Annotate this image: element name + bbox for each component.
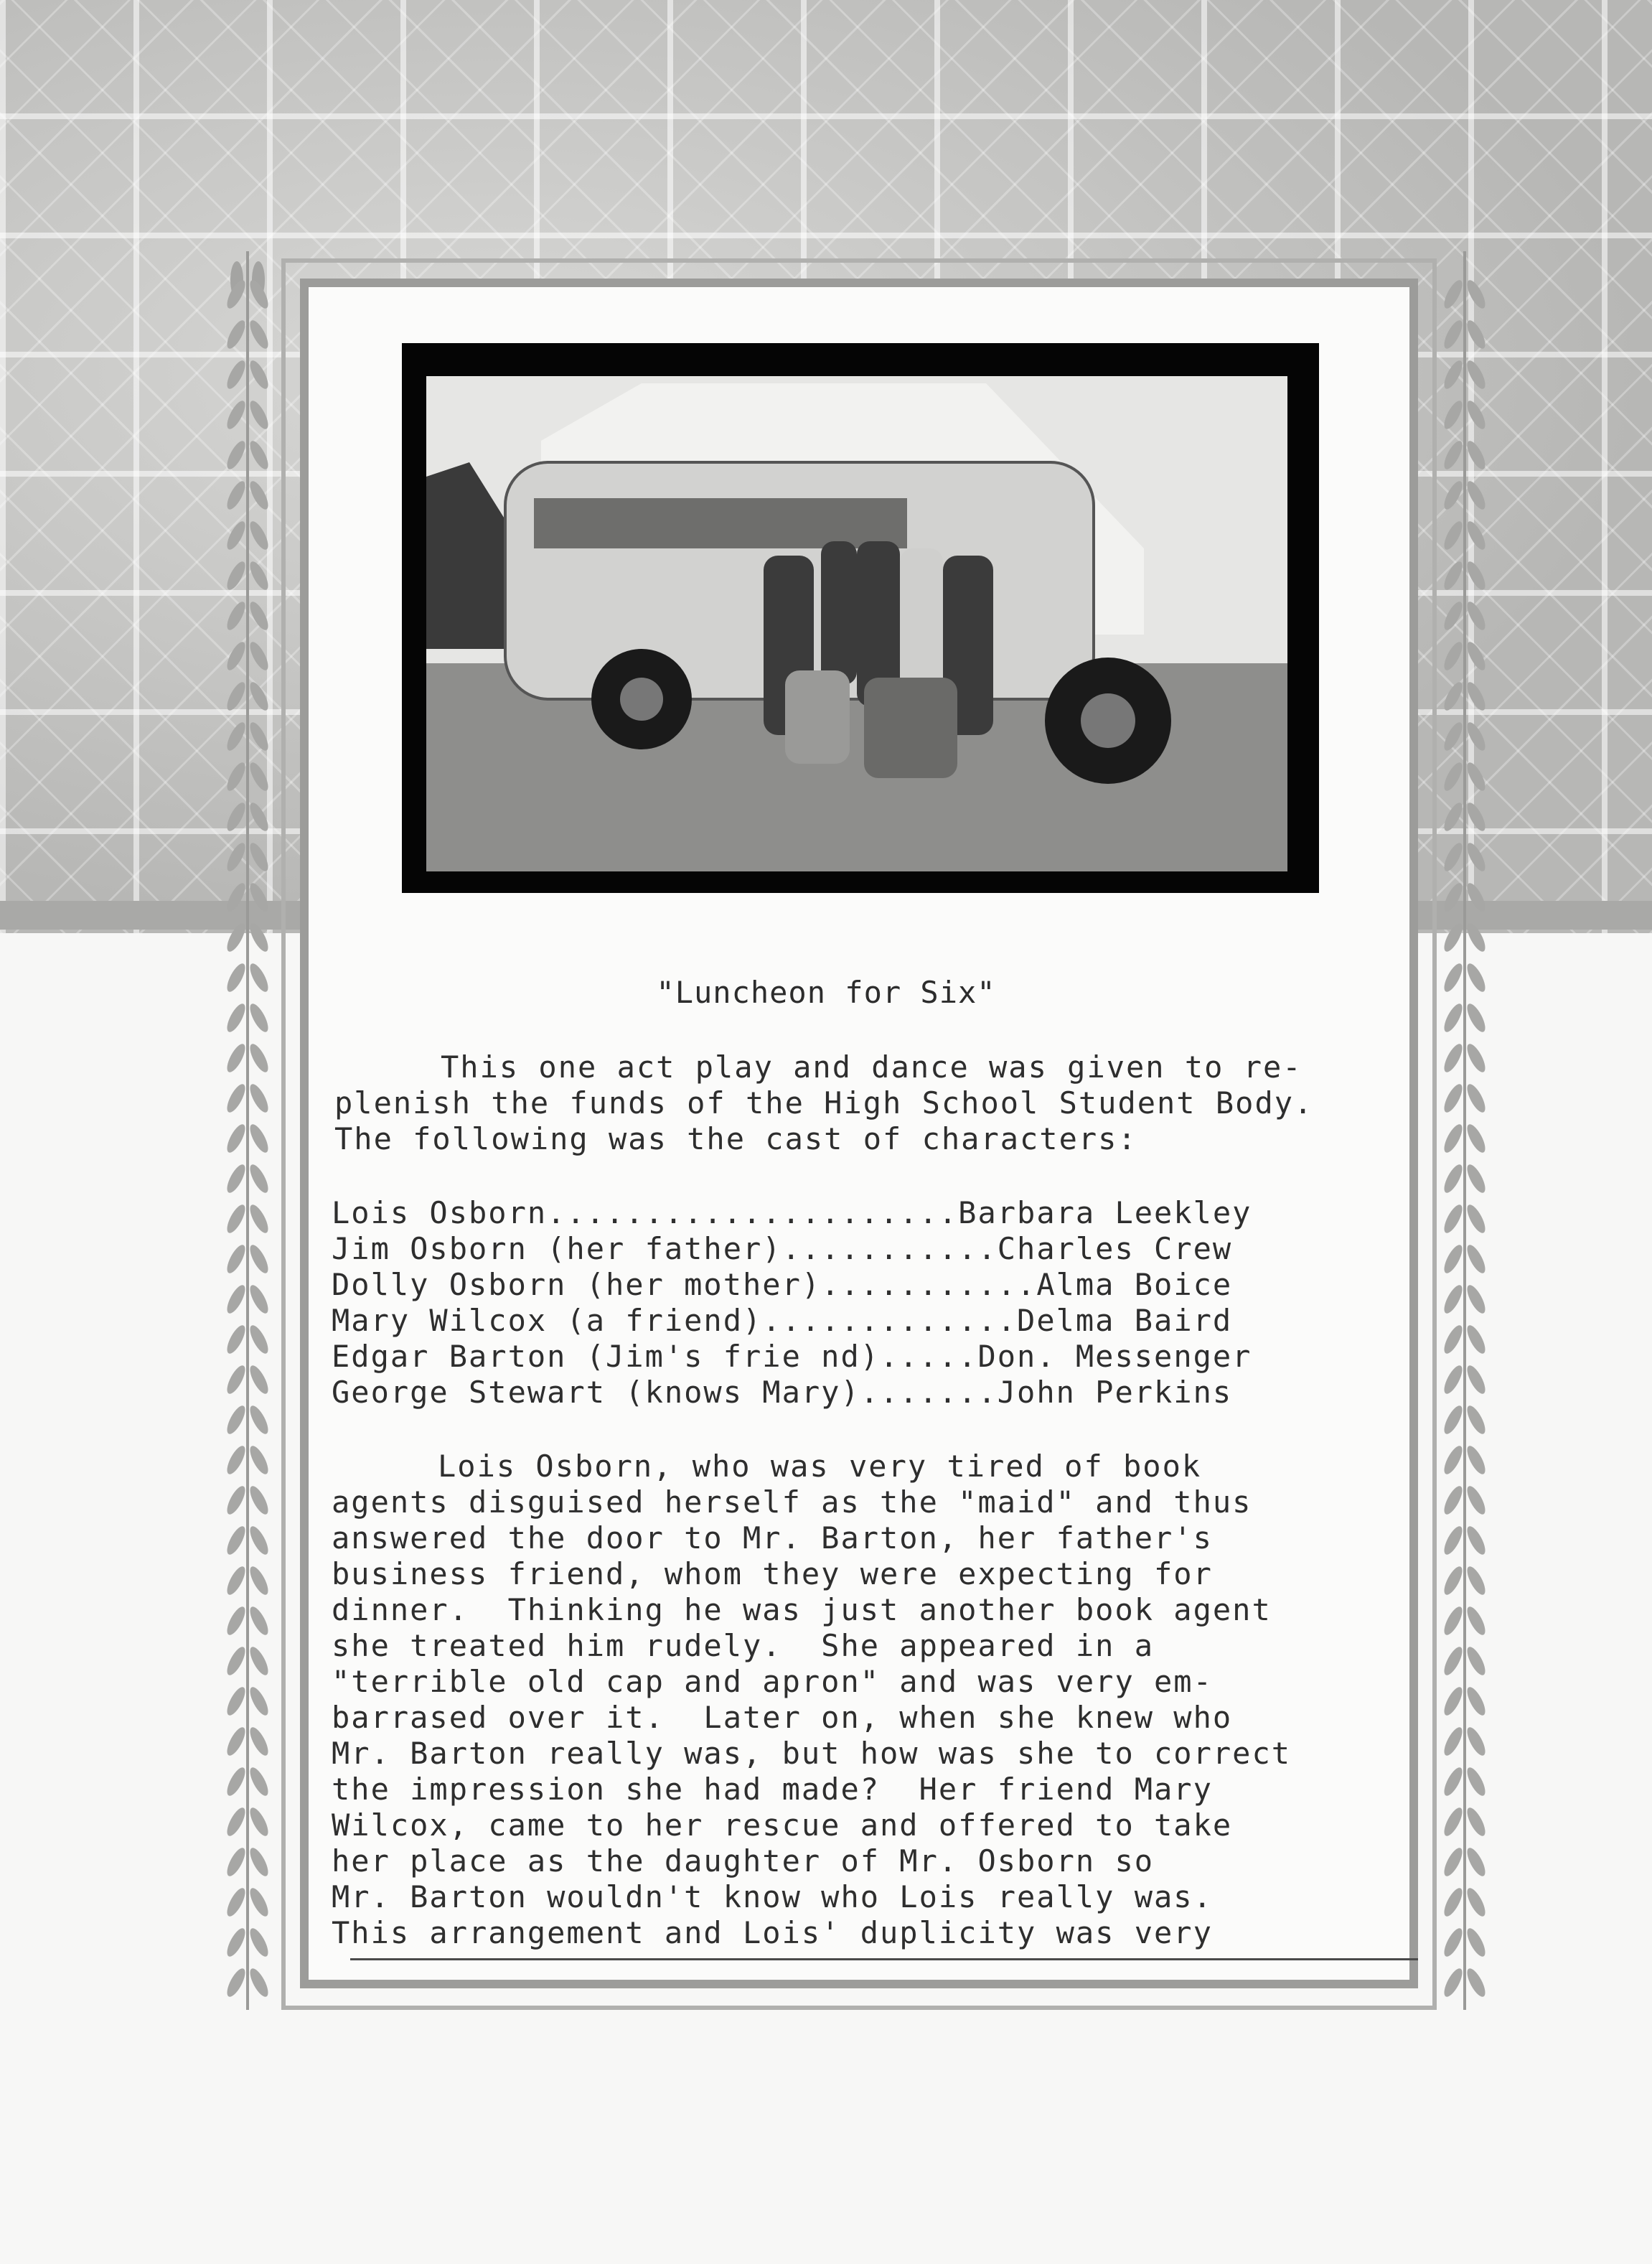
leaf-ornament (224, 1323, 249, 1356)
leaf-ornament (224, 1926, 249, 1959)
leaf-ornament (247, 318, 272, 351)
leaf-ornament (1464, 479, 1489, 512)
leaf-ornament (247, 1886, 272, 1919)
leaf-ornament (224, 599, 249, 632)
cast-role: George Stewart (knows Mary) (332, 1375, 860, 1410)
leaf-ornament (1441, 841, 1466, 874)
leaf-ornament (224, 1484, 249, 1517)
cast-role: Dolly Osborn (her mother) (332, 1267, 822, 1302)
leaf-ornament (1441, 1243, 1466, 1276)
leaf-ornament (1441, 1323, 1466, 1356)
leaf-ornament (1464, 1122, 1489, 1155)
leaf-ornament (1464, 1846, 1489, 1879)
leaf-ornament (224, 841, 249, 874)
synopsis-line: Wilcox, came to her rescue and offered to take (332, 1807, 1233, 1843)
leaf-ornament (1464, 1966, 1489, 1999)
leaf-ornament (1441, 479, 1466, 512)
leaf-ornament (247, 1926, 272, 1959)
leaf-ornament (1464, 278, 1489, 311)
cast-dots: ........... (821, 1267, 1037, 1302)
leaf-ornament (224, 1122, 249, 1155)
leaf-ornament (1441, 599, 1466, 632)
cast-row (332, 1267, 1252, 1303)
leaf-ornament (247, 1685, 272, 1718)
leaf-ornament (1464, 921, 1489, 954)
leaf-ornament (224, 1645, 249, 1678)
leaf-ornament (224, 800, 249, 833)
leaf-ornament (1441, 519, 1466, 552)
leaf-ornament (1441, 760, 1466, 793)
leaf-ornament (1441, 1444, 1466, 1477)
leaf-ornament (1464, 640, 1489, 673)
cast-actor: Delma Baird (1017, 1303, 1233, 1338)
leaf-ornament (224, 1564, 249, 1597)
play-title: "Luncheon for Six" (656, 975, 996, 1010)
leaf-ornament (1441, 1725, 1466, 1758)
synopsis-line: business friend, whom they were expecting for (332, 1556, 1213, 1591)
leaf-ornament (1441, 800, 1466, 833)
leaf-ornament (1464, 1645, 1489, 1678)
leaf-ornament (1464, 1363, 1489, 1396)
leaf-ornament (1464, 1243, 1489, 1276)
leaf-ornament (247, 680, 272, 713)
leaf-ornament (247, 479, 272, 512)
leaf-ornament (224, 640, 249, 673)
leaf-ornament (1441, 1082, 1466, 1115)
leaf-ornament (1441, 1846, 1466, 1879)
leaf-ornament (1441, 1283, 1466, 1316)
leaf-ornament (247, 1524, 272, 1557)
leaf-ornament (1464, 318, 1489, 351)
cast-dots: ........... (782, 1231, 998, 1266)
cast-actor: Don. Messenger (977, 1339, 1252, 1374)
leaf-ornament (1441, 881, 1466, 914)
leaf-ornament (1441, 439, 1466, 472)
leaf-ornament (1441, 1363, 1466, 1396)
leaf-ornament (247, 439, 272, 472)
synopsis-line: Lois Osborn, who was very tired of book (438, 1449, 1202, 1484)
leaf-ornament (1464, 680, 1489, 713)
leaf-ornament (1464, 1444, 1489, 1477)
cast-actor: Barbara Leekley (958, 1195, 1252, 1230)
cast-dots: ..... (880, 1339, 978, 1374)
leaf-ornament (224, 1162, 249, 1195)
cast-row (332, 1303, 1252, 1339)
leaf-ornament (224, 1444, 249, 1477)
leaf-ornament (247, 1805, 272, 1838)
leaf-ornament (247, 1444, 272, 1477)
leaf-ornament (1441, 1122, 1466, 1155)
leaf-ornament (1441, 1886, 1466, 1919)
leaf-ornament (1441, 1484, 1466, 1517)
leaf-ornament (1441, 1202, 1466, 1235)
leaf-ornament (1464, 1403, 1489, 1436)
leaf-ornament (1464, 1202, 1489, 1235)
leaf-ornament (1441, 1926, 1466, 1959)
synopsis-line: This arrangement and Lois' duplicity was very (332, 1915, 1213, 1950)
leaf-ornament (224, 1042, 249, 1075)
leaf-ornament (224, 1765, 249, 1798)
group-photo-with-bus (426, 376, 1287, 871)
leaf-ornament (247, 640, 272, 673)
cast-actor: Charles Crew (997, 1231, 1233, 1266)
leaf-ornament (1464, 760, 1489, 793)
leaf-ornament (1441, 1645, 1466, 1678)
leaf-ornament (247, 1122, 272, 1155)
leaf-ornament (1464, 1524, 1489, 1557)
leaf-ornament (224, 1082, 249, 1115)
leaf-ornament (247, 1484, 272, 1517)
leaf-ornament (1441, 1524, 1466, 1557)
leaf-ornament (1464, 1082, 1489, 1115)
synopsis-line: Mr. Barton really was, but how was she to correct (332, 1736, 1292, 1771)
leaf-ornament (247, 921, 272, 954)
synopsis-line: agents disguised herself as the "maid" and thus (332, 1484, 1252, 1520)
leaf-ornament (247, 358, 272, 391)
leaf-ornament (1464, 1564, 1489, 1597)
cast-role: Edgar Barton (Jim's frie nd) (332, 1339, 881, 1374)
cast-role: Lois Osborn (332, 1195, 548, 1230)
leaf-ornament (1441, 1564, 1466, 1597)
leaf-ornament (247, 760, 272, 793)
leaf-ornament (1441, 1604, 1466, 1637)
leaf-ornament (224, 1805, 249, 1838)
leaf-ornament (247, 1363, 272, 1396)
leaf-ornament (247, 841, 272, 874)
bottom-rule (350, 1958, 1418, 1960)
leaf-ornament (1441, 559, 1466, 592)
leaf-ornament (1441, 1966, 1466, 1999)
leaf-ornament (247, 1162, 272, 1195)
leaf-ornament (1441, 1765, 1466, 1798)
leaf-ornament (1464, 1805, 1489, 1838)
cast-role: Jim Osborn (her father) (332, 1231, 782, 1266)
leaf-ornament (1441, 1162, 1466, 1195)
leaf-ornament (1464, 1685, 1489, 1718)
leaf-ornament (224, 1403, 249, 1436)
leaf-ornament (1464, 358, 1489, 391)
leaf-ornament (1464, 841, 1489, 874)
leaf-ornament (1441, 720, 1466, 753)
leaf-ornament (1441, 318, 1466, 351)
leaf-ornament (1441, 921, 1466, 954)
leaf-ornament (1464, 1765, 1489, 1798)
leaf-ornament (247, 881, 272, 914)
leaf-ornament (1464, 1323, 1489, 1356)
synopsis-line: Mr. Barton wouldn't know who Lois really was. (332, 1879, 1213, 1914)
leaf-ornament (1441, 358, 1466, 391)
leaf-ornament (1464, 1162, 1489, 1195)
leaf-ornament (247, 1283, 272, 1316)
leaf-ornament (224, 398, 249, 431)
leaf-ornament (1441, 1403, 1466, 1436)
synopsis-line: "terrible old cap and apron" and was very em- (332, 1664, 1213, 1699)
leaf-ornament (247, 1604, 272, 1637)
leaf-ornament (224, 318, 249, 351)
leaf-ornament (1464, 881, 1489, 914)
leaf-ornament (224, 439, 249, 472)
leaf-ornament (1441, 680, 1466, 713)
leaf-ornament (1441, 278, 1466, 311)
leaf-ornament (247, 559, 272, 592)
cast-actor: Alma Boice (1036, 1267, 1233, 1302)
leaf-ornament (224, 881, 249, 914)
cast-row (332, 1231, 1252, 1267)
leaf-ornament (1441, 398, 1466, 431)
leaf-ornament (224, 1846, 249, 1879)
synopsis-line: her place as the daughter of Mr. Osborn so (332, 1843, 1155, 1879)
leaf-ornament (224, 760, 249, 793)
leaf-ornament (1464, 1886, 1489, 1919)
leaf-ornament (224, 1725, 249, 1758)
leaf-ornament (224, 1202, 249, 1235)
leaf-ornament (1464, 720, 1489, 753)
intro-line: The following was the cast of characters: (334, 1121, 1137, 1156)
leaf-ornament (224, 921, 249, 954)
leaf-ornament (247, 1564, 272, 1597)
synopsis-line: the impression she had made? Her friend Mary (332, 1772, 1213, 1807)
cast-row (332, 1339, 1252, 1375)
synopsis-line: dinner. Thinking he was just another book agent (332, 1592, 1272, 1627)
leaf-ornament (247, 1042, 272, 1075)
leaf-ornament (1441, 1805, 1466, 1838)
leaf-ornament (247, 599, 272, 632)
cast-list (332, 1195, 1252, 1411)
cast-actor: John Perkins (997, 1375, 1233, 1410)
synopsis-line: barrased over it. Later on, when she knew who (332, 1700, 1233, 1735)
leaf-ornament (224, 559, 249, 592)
leaf-ornament (224, 1966, 249, 1999)
leaf-ornament (247, 1765, 272, 1798)
leaf-ornament (224, 358, 249, 391)
leaf-ornament (1464, 398, 1489, 431)
leaf-ornament (224, 1886, 249, 1919)
leaf-ornament (1464, 519, 1489, 552)
cast-dots: ..................... (547, 1195, 959, 1230)
leaf-ornament (224, 1243, 249, 1276)
synopsis-line: she treated him rudely. She appeared in a (332, 1628, 1155, 1663)
leaf-ornament (247, 519, 272, 552)
leaf-ornament (224, 1524, 249, 1557)
cast-row (332, 1375, 1252, 1411)
leaf-ornament (224, 519, 249, 552)
leaf-ornament (247, 1645, 272, 1678)
leaf-ornament (1464, 800, 1489, 833)
leaf-ornament (1464, 559, 1489, 592)
cast-row (332, 1195, 1252, 1231)
leaf-ornament (224, 1283, 249, 1316)
leaf-ornament (224, 1363, 249, 1396)
leaf-ornament (1441, 640, 1466, 673)
leaf-ornament (247, 1403, 272, 1436)
leaf-ornament (1464, 1484, 1489, 1517)
leaf-ornament (247, 398, 272, 431)
leaf-ornament (247, 1202, 272, 1235)
synopsis-line: answered the door to Mr. Barton, her father's (332, 1520, 1213, 1556)
leaf-ornament (247, 1243, 272, 1276)
right-vine-ornament (1432, 251, 1497, 2010)
leaf-ornament (224, 720, 249, 753)
leaf-ornament (247, 800, 272, 833)
intro-line: plenish the funds of the High School Student Body. (334, 1085, 1314, 1121)
leaf-ornament (247, 1323, 272, 1356)
cast-role: Mary Wilcox (a friend) (332, 1303, 763, 1338)
leaf-ornament (247, 720, 272, 753)
leaf-ornament (1464, 1604, 1489, 1637)
leaf-ornament (247, 1846, 272, 1879)
leaf-ornament (1464, 1926, 1489, 1959)
leaf-ornament (247, 1966, 272, 1999)
cast-dots: ....... (860, 1375, 998, 1410)
leaf-ornament (1464, 1283, 1489, 1316)
leaf-ornament (224, 1604, 249, 1637)
leaf-ornament (247, 1725, 272, 1758)
leaf-ornament (247, 1082, 272, 1115)
leaf-ornament (1441, 1685, 1466, 1718)
leaf-ornament (224, 1685, 249, 1718)
leaf-ornament (1464, 439, 1489, 472)
leaf-ornament (1464, 1725, 1489, 1758)
intro-line: This one act play and dance was given to re- (441, 1049, 1303, 1085)
leaf-ornament (1464, 1042, 1489, 1075)
leaf-ornament (1464, 599, 1489, 632)
leaf-ornament (224, 479, 249, 512)
left-vine-ornament (215, 251, 280, 2010)
leaf-ornament (1441, 1042, 1466, 1075)
cast-dots: ............. (762, 1303, 1018, 1338)
leaf-ornament (224, 680, 249, 713)
